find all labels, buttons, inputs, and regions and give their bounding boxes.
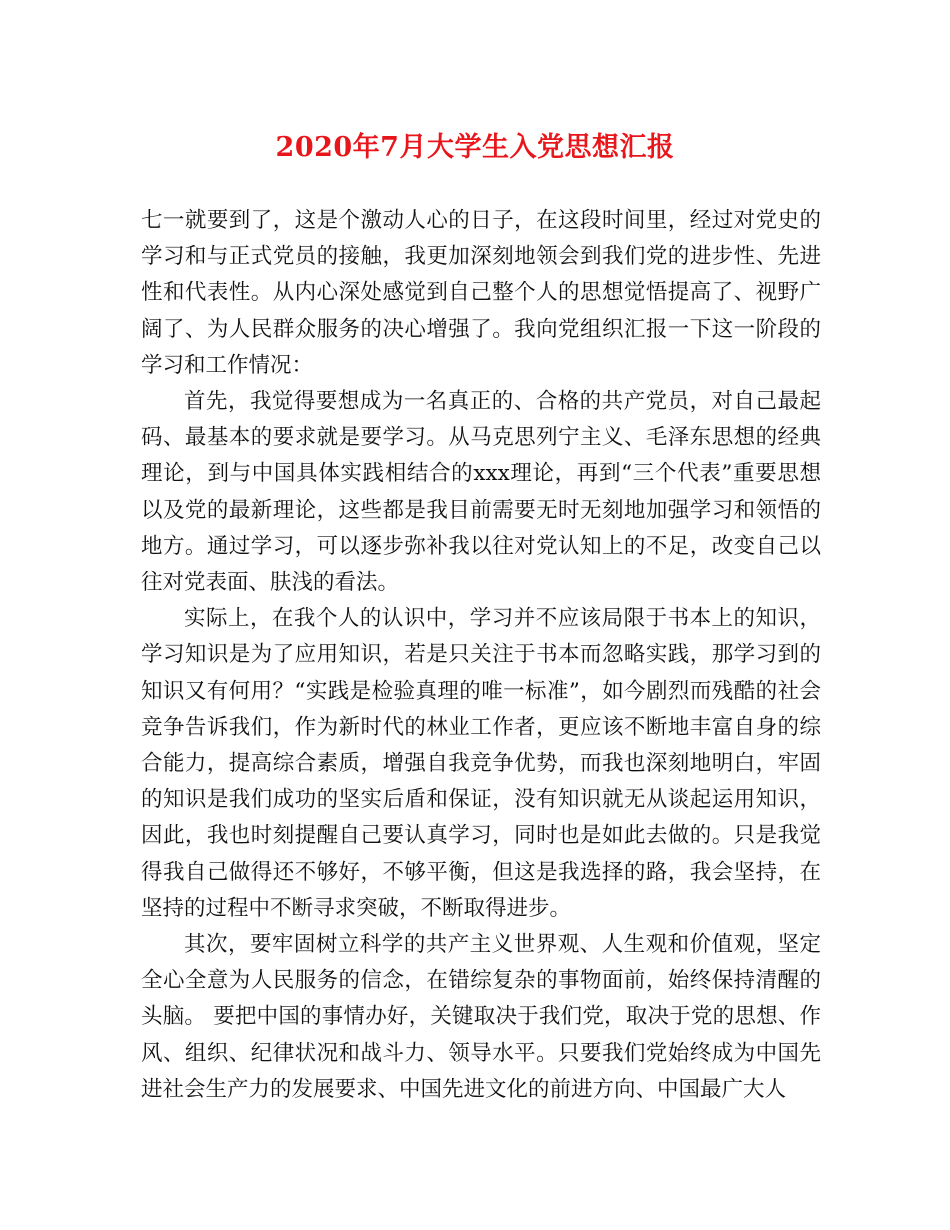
document-body: [141, 203, 821, 1108]
paragraph-practice: 实际上，在我个人的认识中，学习并不应该局限于书本上的知识，学习知识是为了应用知识，若是只关注于书本而忽略实践，那学习到的知识又有何用？“实践是检验真理的唯一标准”，如今剧烈而残酷的社会竞争告诉我们，作为新时代的林业工作者，更应该不断地丰富自身的综合能力，提高综合素质，增强自我竞争优势，而我也深刻地明白，牢固的知识是我们成功的坚实后盾和保证，没有知识就无从谈起运用知识，因此，我也时刻提醒自己要认真学习，同时也是如此去做的。只是我觉得我自己做得还不够好，不够平衡，但这是我选择的路，我会坚持，在坚持的过程中不断寻求突破，不断取得进步。: [141, 606, 821, 921]
document-title: 2020年7月大学生入党思想汇报: [275, 132, 675, 163]
paragraph-second-point: 其次，要牢固树立科学的共产主义世界观、人生观和价值观，坚定全心全意为人民服务的信念，在错综复杂的事物面前，始终保持清醒的头脑。 要把中国的事情办好，关键取决于我们党，取决于党的思想、作风、组织、纪律状况和战斗力、领导水平。只要我们党始终成为中国先进社会生产力的发展要求、中国先进文化的前进方向、中国最广大人: [141, 932, 821, 1102]
paragraph-first-point: 首先，我觉得要想成为一名真正的、合格的共产党员，对自己最起码、最基本的要求就是要学习。从马克思列宁主义、毛泽东思想的经典理论，到与中国具体实践相结合的xxx理论，再到“三个代表”重要思想以及党的最新理论，这些都是我目前需要无时无刻地加强学习和领悟的地方。通过学习，可以逐步弥补我以往对党认知上的不足，改变自己以往对党表面、肤浅的看法。: [141, 389, 821, 596]
paragraph-intro: 七一就要到了，这是个激动人心的日子，在这段时间里，经过对党史的学习和与正式党员的接触，我更加深刻地领会到我们党的进步性、先进性和代表性。从内心深处感觉到自己整个人的思想觉悟提高了、视野广阔了、为人民群众服务的决心增强了。我向党组织汇报一下这一阶段的学习和工作情况：: [141, 208, 821, 378]
